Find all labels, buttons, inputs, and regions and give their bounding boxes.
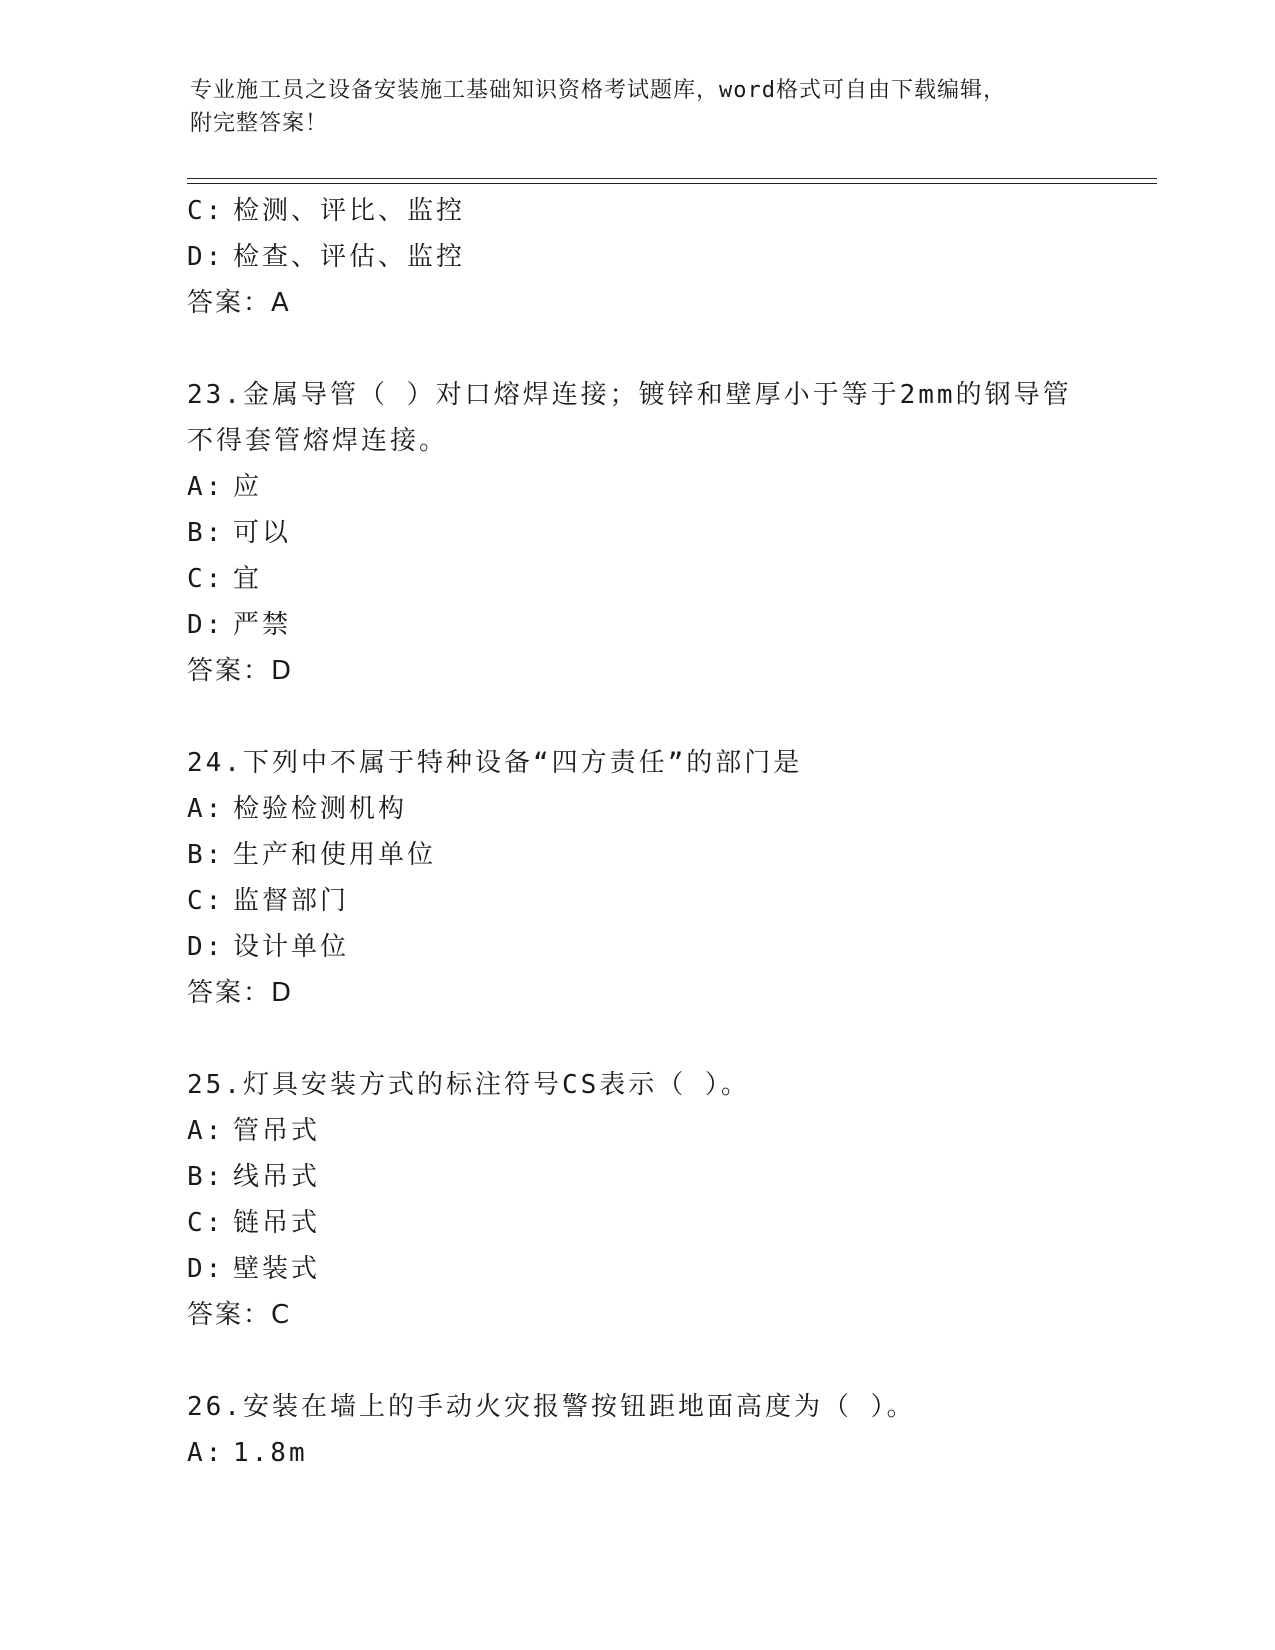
option-label: C: — [187, 1208, 225, 1238]
option-text: 线吊式 — [233, 1162, 321, 1192]
answer-line: 答案：A — [187, 288, 291, 318]
option-text: 1.8m — [233, 1438, 308, 1468]
option-line — [187, 1430, 1147, 1476]
question-list — [187, 188, 1147, 1476]
option-label: D: — [187, 242, 225, 272]
option-text: 壁装式 — [233, 1254, 321, 1284]
header-title-line-1: 专业施工员之设备安装施工基础知识资格考试题库，word格式可自由下载编辑， — [190, 78, 1006, 103]
option-line — [187, 1200, 1147, 1246]
header-title-line-2: 附完整答案！ — [190, 111, 329, 136]
option-label: A: — [187, 1438, 225, 1468]
question-stem: 23.金属导管（ ）对口熔焊连接；镀锌和壁厚小于等于2mm的钢导管 — [187, 380, 1072, 410]
option-label: C: — [187, 564, 225, 594]
question-stem: 24.下列中不属于特种设备“四方责任”的部门是 — [187, 748, 803, 778]
header-divider-bottom — [187, 183, 1157, 184]
option-text: 严禁 — [233, 610, 292, 640]
option-label: A: — [187, 472, 225, 502]
option-line — [187, 510, 1147, 556]
option-line — [187, 1246, 1147, 1292]
option-label: D: — [187, 610, 225, 640]
option-text: 设计单位 — [233, 932, 350, 962]
option-text: 宜 — [233, 564, 263, 594]
option-text: 检验检测机构 — [233, 794, 408, 824]
document-header — [190, 74, 1090, 140]
question-stem: 不得套管熔焊连接。 — [187, 426, 449, 456]
option-text: 检测、评比、监控 — [233, 196, 466, 226]
answer-line: 答案：C — [187, 1300, 292, 1330]
question-stem: 26.安装在墙上的手动火灾报警按钮距地面高度为（ ）。 — [187, 1392, 916, 1422]
answer-line: 答案：D — [187, 656, 294, 686]
option-label: B: — [187, 1162, 225, 1192]
option-label: C: — [187, 886, 225, 916]
option-label: B: — [187, 518, 225, 548]
option-line — [187, 234, 1147, 280]
option-label: B: — [187, 840, 225, 870]
option-line — [187, 1154, 1147, 1200]
question-spacer — [187, 326, 1147, 372]
option-line — [187, 464, 1147, 510]
question-spacer — [187, 1016, 1147, 1062]
option-text: 应 — [233, 472, 263, 502]
option-label: D: — [187, 932, 225, 962]
option-label: A: — [187, 1116, 225, 1146]
option-line — [187, 878, 1147, 924]
question-spacer — [187, 1338, 1147, 1384]
option-label: C: — [187, 196, 225, 226]
option-line — [187, 832, 1147, 878]
option-text: 可以 — [233, 518, 292, 548]
question-spacer — [187, 694, 1147, 740]
option-line — [187, 924, 1147, 970]
option-line — [187, 556, 1147, 602]
header-divider-top — [187, 178, 1157, 179]
answer-line: 答案：D — [187, 978, 294, 1008]
option-text: 生产和使用单位 — [233, 840, 437, 870]
option-label: A: — [187, 794, 225, 824]
option-label: D: — [187, 1254, 225, 1284]
option-line — [187, 1108, 1147, 1154]
option-text: 链吊式 — [233, 1208, 321, 1238]
option-text: 管吊式 — [233, 1116, 321, 1146]
option-text: 监督部门 — [233, 886, 350, 916]
option-line — [187, 188, 1147, 234]
question-stem: 25.灯具安装方式的标注符号CS表示（ ）。 — [187, 1070, 750, 1100]
option-line — [187, 786, 1147, 832]
option-text: 检查、评估、监控 — [233, 242, 466, 272]
option-line — [187, 602, 1147, 648]
